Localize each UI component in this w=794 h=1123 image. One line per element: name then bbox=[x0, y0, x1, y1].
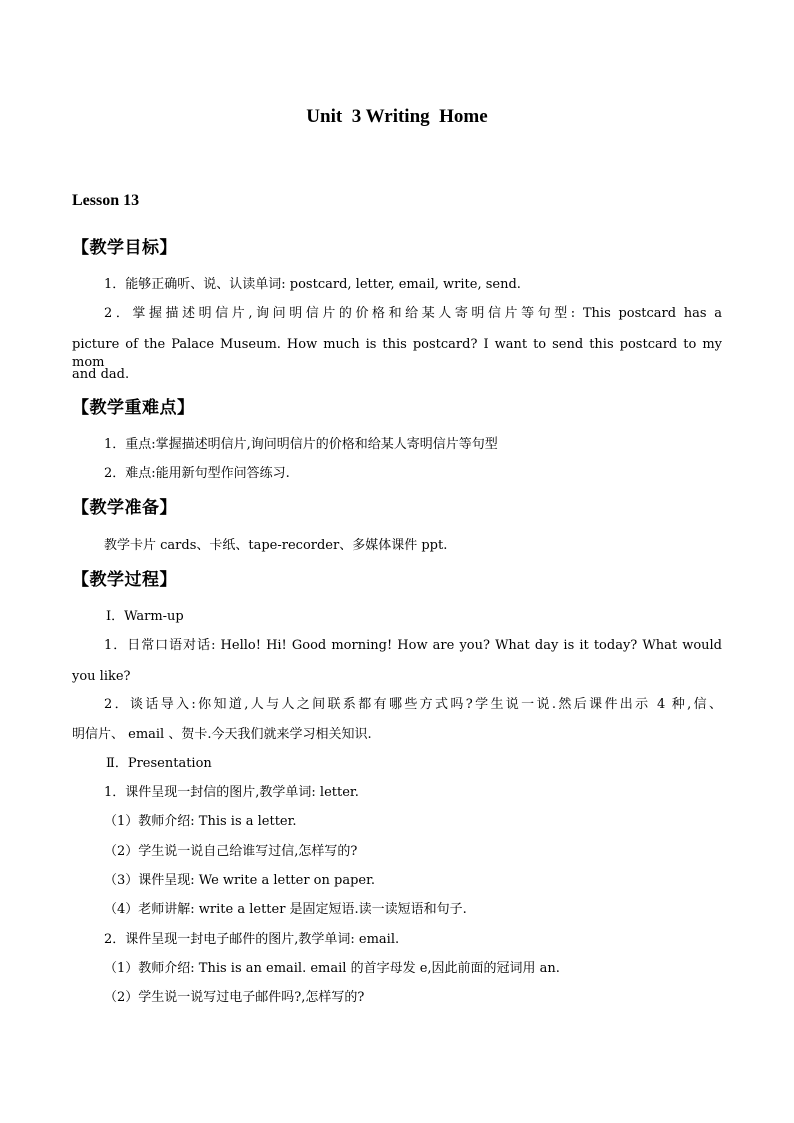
process-part-1-title: Ⅰ．Warm-up bbox=[106, 609, 184, 624]
preparation-text: 教学卡片 cards、卡纸、tape-recorder、多媒体课件 ppt. bbox=[104, 538, 448, 553]
section-heading-process: 【教学过程】 bbox=[72, 570, 177, 590]
section-heading-objectives: 【教学目标】 bbox=[72, 238, 177, 258]
process-part-2-item-2: 2．课件呈现一封电子邮件的图片,教学单词: email. bbox=[104, 932, 400, 947]
key-point-item-1: 1．重点:掌握描述明信片,询问明信片的价格和给某人寄明信片等句型 bbox=[104, 437, 498, 452]
lesson-heading: Lesson 13 bbox=[72, 192, 140, 209]
process-part-1-item-2-line-2: 明信片、 email 、贺卡.今天我们就来学习相关知识. bbox=[72, 727, 372, 742]
process-part-1-item-1-line-1: 1．日常口语对话: Hello! Hi! Good morning! How are you? What day is it today? What would bbox=[104, 638, 722, 653]
objective-item-2-line-3: and dad. bbox=[72, 367, 130, 382]
section-heading-key-points: 【教学重难点】 bbox=[72, 398, 195, 418]
process-part-2-title: Ⅱ．Presentation bbox=[106, 756, 212, 771]
key-point-item-2: 2．难点:能用新句型作问答练习. bbox=[104, 466, 290, 481]
process-part-2-item-1-sub-3: （3）课件呈现: We write a letter on paper. bbox=[104, 873, 376, 888]
process-part-1-item-2-line-1: 2．谈话导入:你知道,人与人之间联系都有哪些方式吗?学生说一说.然后课件出示 4 种,信、 bbox=[104, 697, 722, 712]
process-part-2-item-1: 1．课件呈现一封信的图片,教学单词: letter. bbox=[104, 785, 359, 800]
process-part-2-item-1-sub-2: （2）学生说一说自己给谁写过信,怎样写的? bbox=[104, 844, 358, 859]
section-heading-preparation: 【教学准备】 bbox=[72, 498, 177, 518]
process-part-2-item-1-sub-1: （1）教师介绍: This is a letter. bbox=[104, 814, 297, 829]
objective-item-2-line-2: picture of the Palace Museum. How much is this postcard? I want to send this postcard to my mom bbox=[72, 337, 722, 370]
process-part-2-item-2-sub-1: （1）教师介绍: This is an email. email 的首字母发 e,因此前面的冠词用 an. bbox=[104, 961, 560, 976]
page-title: Unit 3 Writing Home bbox=[306, 106, 488, 127]
process-part-2-item-2-sub-2: （2）学生说一说写过电子邮件吗?,怎样写的? bbox=[104, 990, 365, 1005]
process-part-1-item-1-line-2: you like? bbox=[72, 669, 131, 684]
objective-item-1: 1．能够正确听、说、认读单词: postcard, letter, email, write, send. bbox=[104, 277, 521, 292]
process-part-2-item-1-sub-4: （4）老师讲解: write a letter 是固定短语.读一读短语和句子. bbox=[104, 902, 467, 917]
objective-item-2-line-1: 2．掌握描述明信片,询问明信片的价格和给某人寄明信片等句型: This postcard has a bbox=[104, 306, 722, 321]
